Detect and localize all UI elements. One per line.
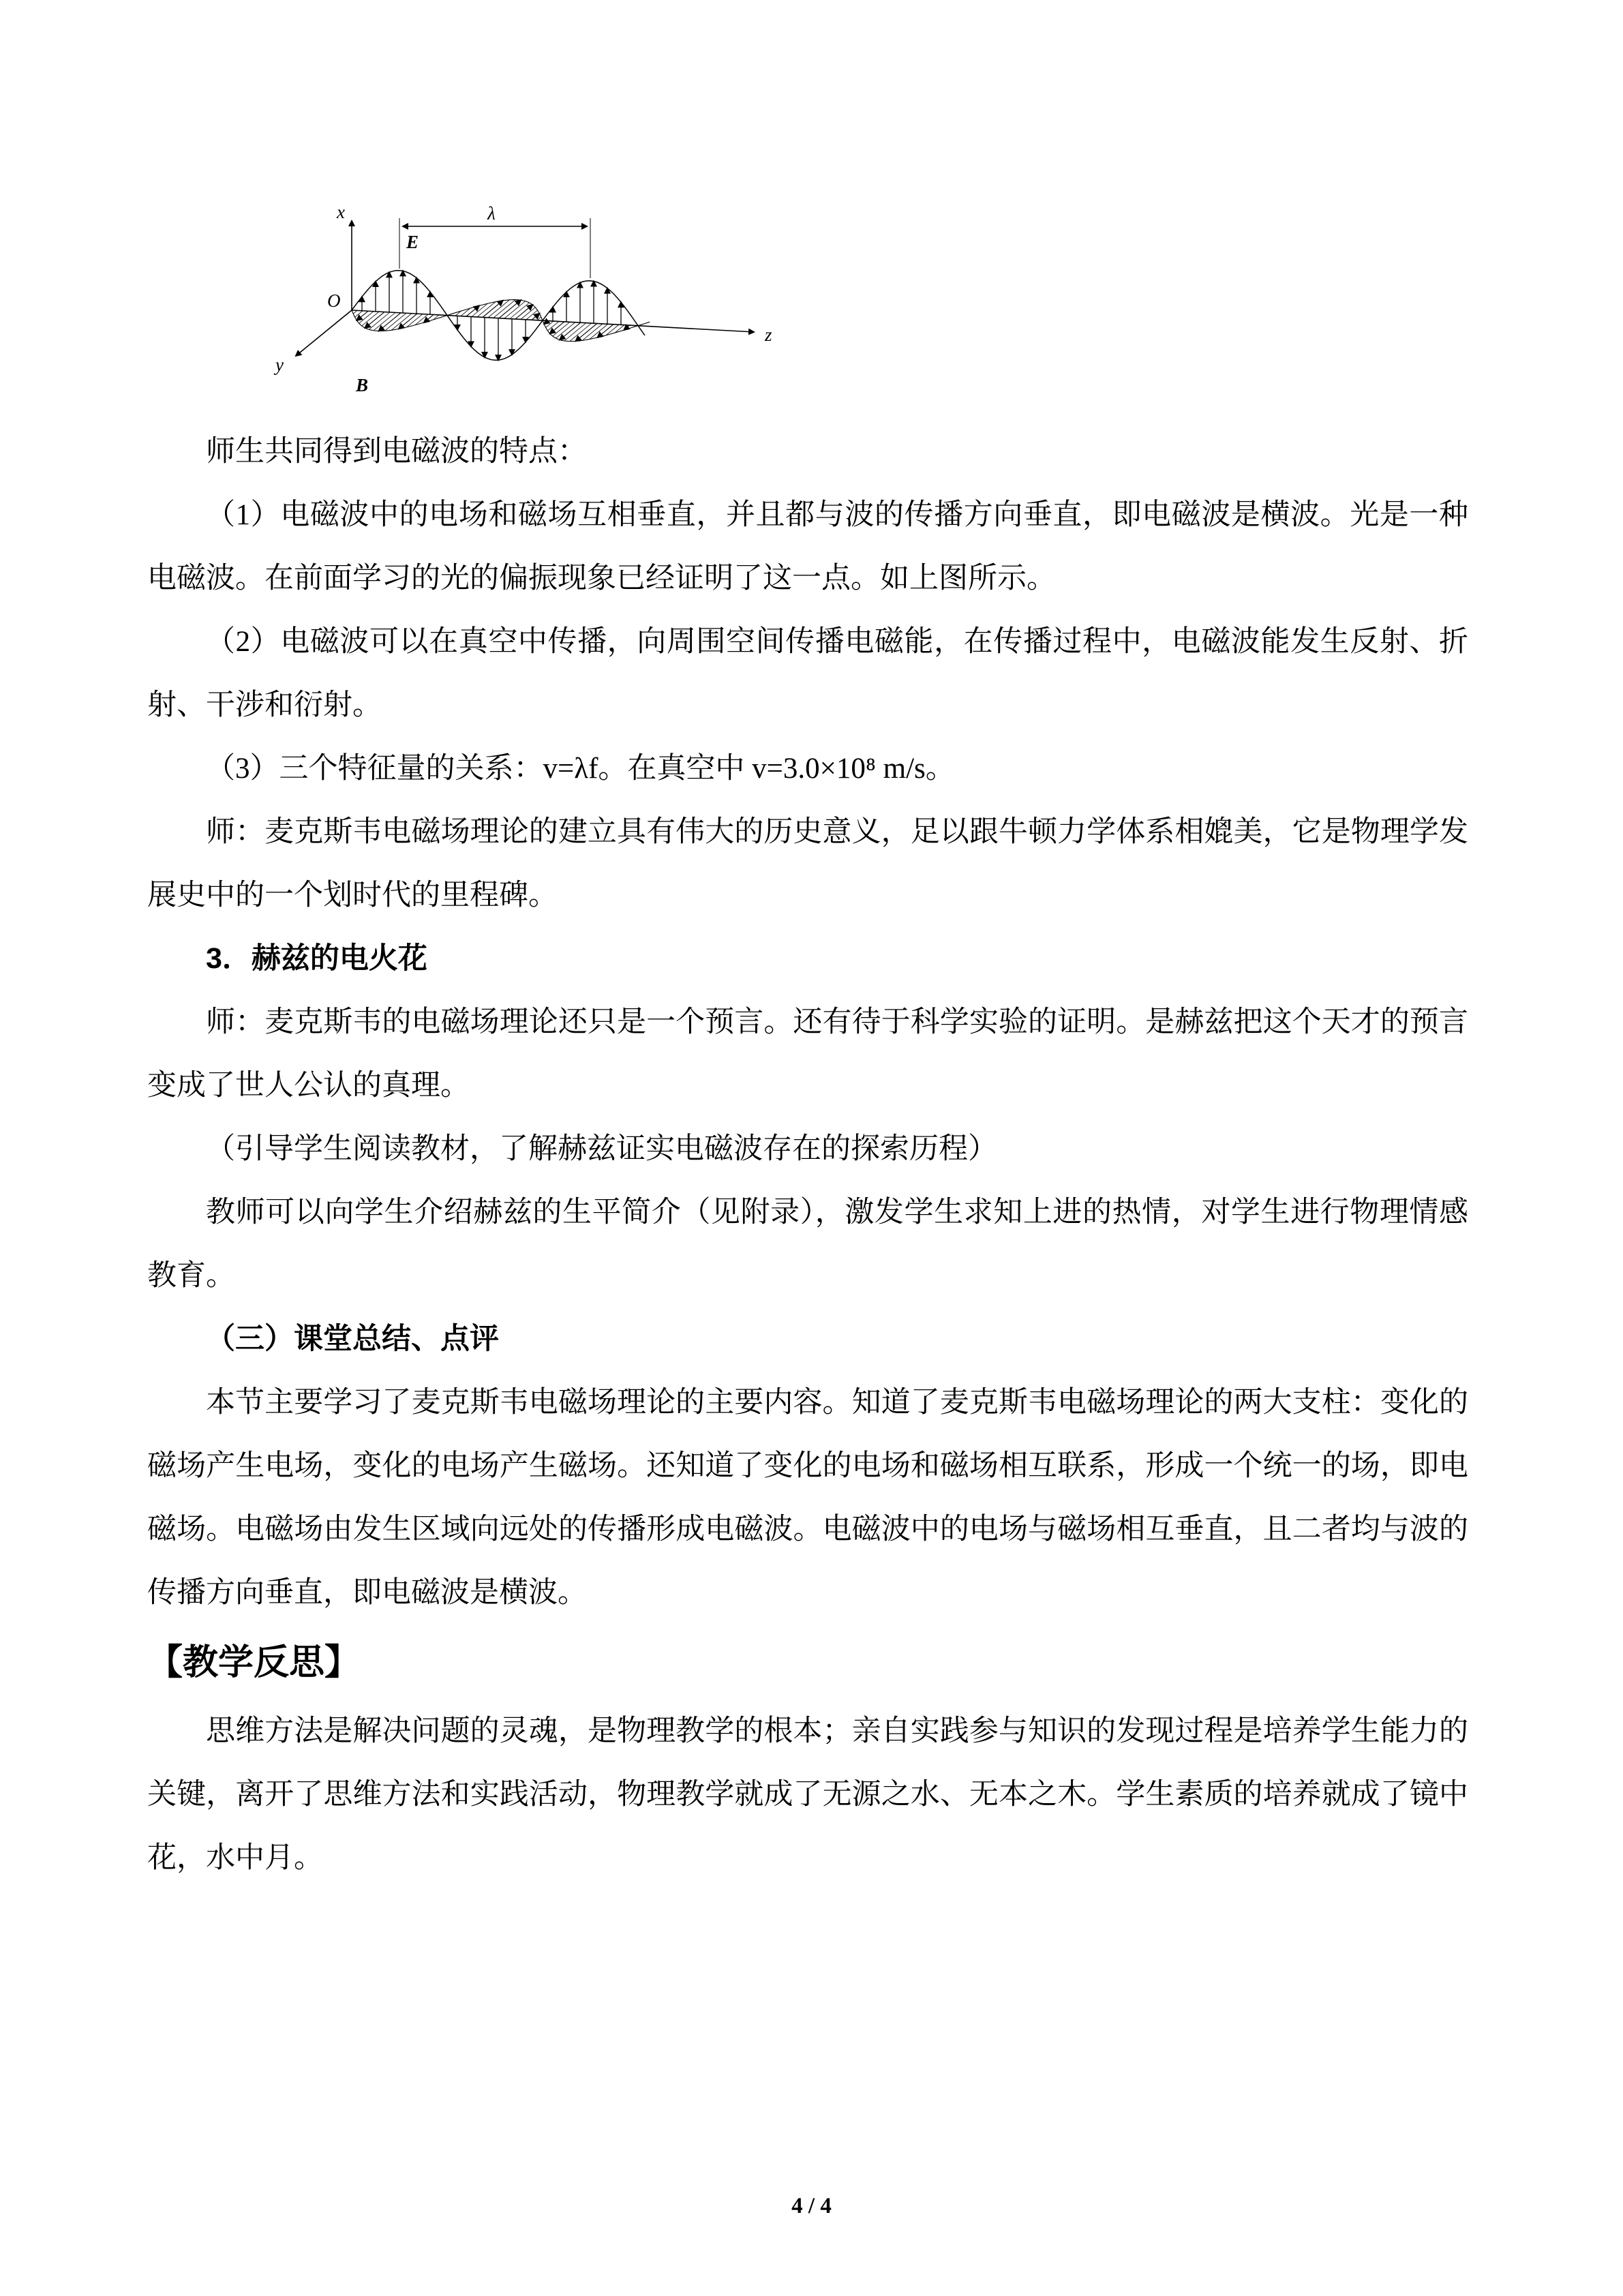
b-field-arrow [544, 321, 548, 324]
b-field-hatch [564, 323, 586, 341]
paragraph-reflection: 思维方法是解决问题的灵魂，是物理教学的根本；亲自实践参与知识的发现过程是培养学生能力的关键，离开了思维方法和实践活动，物理教学就成了无源之水、无本之木。学生素质的培养就成了镜中花，水中月。 [147, 1715, 1468, 1874]
b-field-hatch [494, 300, 515, 318]
b-field-hatch [547, 321, 559, 331]
heading-hertz-spark: 3．赫兹的电火花 [206, 942, 427, 975]
b-field-label: B [356, 375, 369, 395]
y-axis-line [296, 310, 352, 356]
b-field-arrow [499, 300, 521, 318]
paragraph-feature-1: （1）电磁波中的电场和磁场互相垂直，并且都与波的传播方向垂直，即电磁波是横波。光是一种电磁波。在前面学习的光的偏振现象已经证明了这一点。如上图所示。 [147, 499, 1468, 594]
document-content [147, 198, 1468, 1890]
b-field-hatch [374, 313, 395, 331]
axes-group [296, 221, 754, 356]
b-field-hatch [582, 324, 603, 341]
b-field-arrow [550, 322, 564, 334]
heading-class-summary: （三）课堂总结、点评 [206, 1323, 499, 1355]
b-field-arrow [560, 322, 581, 339]
em-wave-diagram [256, 198, 795, 402]
b-field-hatch [510, 303, 530, 319]
b-field-arrow [483, 301, 503, 318]
b-field-hatch [521, 307, 535, 320]
b-field-hatch [359, 312, 374, 324]
b-field-hatch [369, 312, 390, 329]
y-axis-label: y [275, 354, 284, 375]
paragraph-teacher-maxwell: 师：麦克斯韦电磁场理论的建立具有伟大的历史意义，足以跟牛顿力学体系相媲美，它是物理学发展史中的一个划时代的里程碑。 [147, 816, 1468, 911]
b-field-hatch [391, 314, 412, 331]
b-field-curve [352, 300, 650, 342]
paragraph-teacher-hertz: 师：麦克斯韦的电磁场理论还只是一个预言。还有待于科学实验的证明。是赫兹把这个天才的预言变成了世人公认的真理。 [147, 1006, 1468, 1102]
wavelength-marker [399, 218, 590, 278]
x-axis-label: x [337, 202, 345, 222]
wavelength-label: λ [487, 203, 496, 224]
b-field-hatch [537, 317, 541, 320]
paragraph-hertz-bio: 教师可以向学生介绍赫兹的生平简介（见附录），激发学生求知上进的热情，对学生进行物理情感教育。 [147, 1196, 1468, 1292]
paragraph-guide-note: （引导学生阅读教材，了解赫兹证实电磁波存在的探索历程） [206, 1133, 997, 1165]
b-field-hatch [526, 310, 538, 320]
b-field-arrow [357, 311, 368, 320]
e-field-label: E [406, 232, 419, 252]
b-field-arrow [379, 313, 401, 331]
heading-teaching-reflection: 【教学反思】 [147, 1643, 361, 1682]
page-number: 4 / 4 [791, 2194, 832, 2218]
wave-curves-and-field-arrows [352, 271, 650, 361]
paragraph-feature-3: （3）三个特征量的关系：v=λf。在真空中 v=3.0×10⁸ m/s。 [206, 753, 955, 785]
paragraph-feature-2: （2）电磁波可以在真空中传播，向周围空间传播电磁能，在传播过程中，电磁波能发生反射、折射、干涉和衍射。 [147, 626, 1468, 721]
paragraph-features-intro: 师生共同得到电磁波的特点： [206, 436, 587, 468]
page-footer [0, 2194, 1623, 2219]
origin-label: O [327, 290, 341, 311]
z-axis-label: z [765, 324, 772, 345]
b-field-hatch [353, 310, 357, 314]
b-field-hatch [504, 301, 526, 318]
b-field-hatch [556, 322, 576, 339]
em-wave-svg [256, 198, 788, 402]
b-field-arrow [365, 312, 385, 329]
paragraph-summary: 本节主要学习了麦克斯韦电磁场理论的主要内容。知道了麦克斯韦电磁场理论的两大支柱：变化的磁场产生电场，变化的电场产生磁场。还知道了变化的电场和磁场相互联系，形成一个统一的场，即电磁场。电磁场由发生区域向远处的传播形成电磁波。电磁波中的电场与磁场相互垂直，且二者均与波的传播方向垂直，即电磁波是横波。 [147, 1387, 1468, 1609]
b-field-hatch [570, 323, 592, 342]
